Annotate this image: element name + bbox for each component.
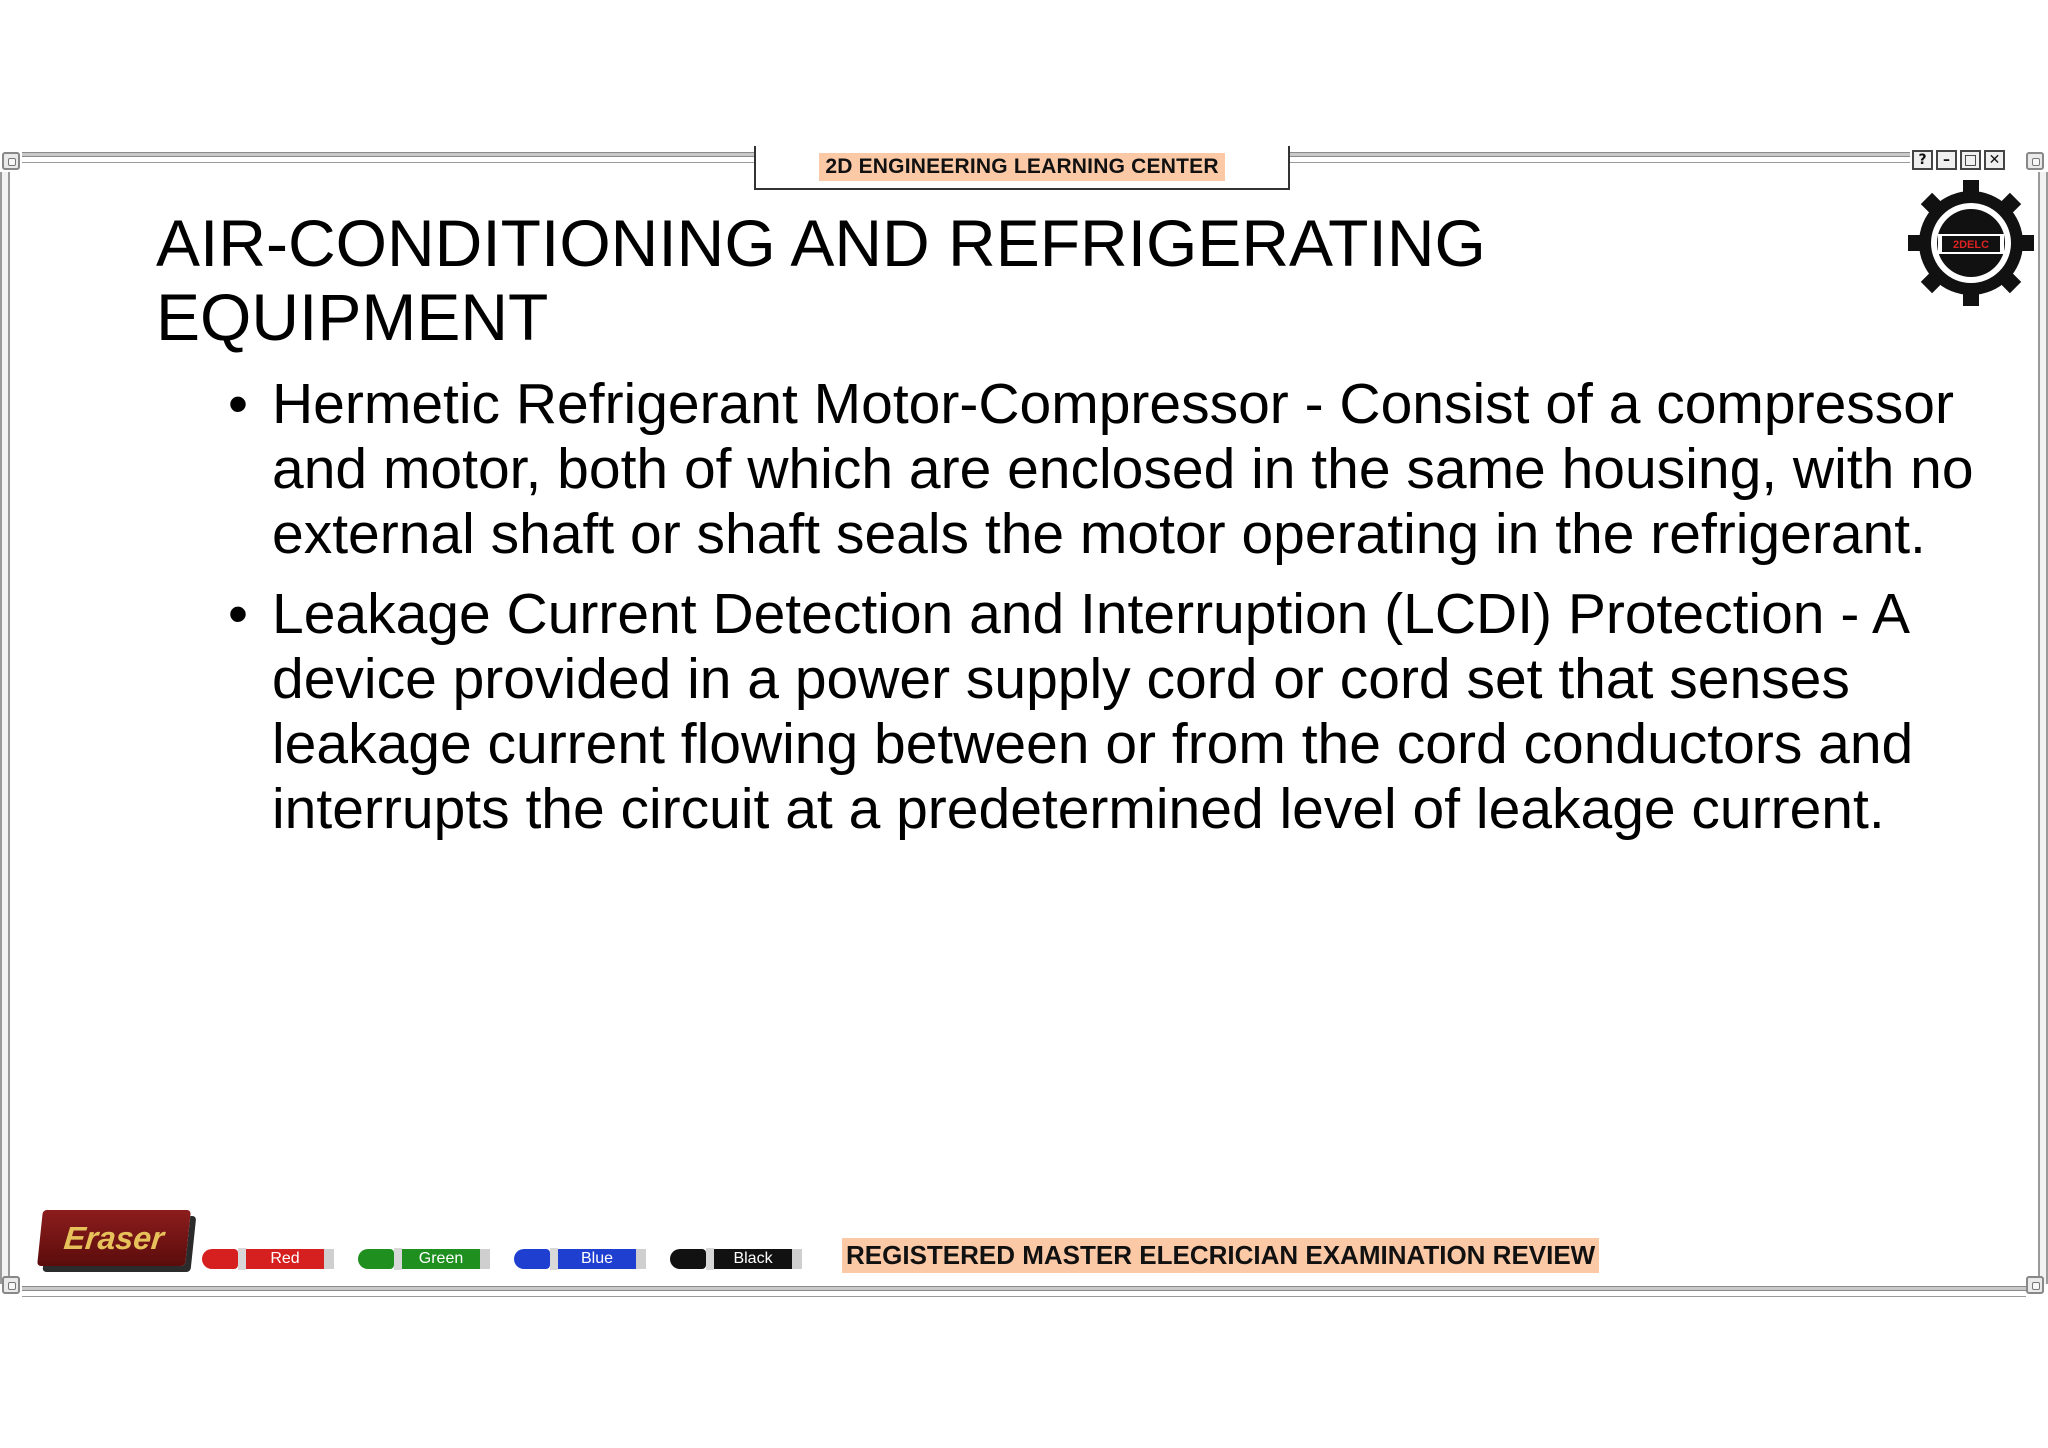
window-controls [1912,150,2005,170]
bullet-text: Hermetic Refrigerant Motor-Compressor - Consist of a compressor and motor, both of which are enclosed in the same housing, with no external shaft or shaft seals the motor operating in the refrigerant. [272,372,1974,566]
maximize-button[interactable]: □ [1960,150,1981,170]
logo-text: 2DELC [1952,239,1990,251]
bullet-symbol: • [228,582,248,646]
bottom-left-corner-handle[interactable] [2,1276,20,1294]
right-window-border [2038,172,2048,1284]
marker-cap [670,1249,706,1269]
marker-tray [0,1284,2048,1304]
slide-title-line1: AIR-CONDITIONING AND REFRIGERATING [156,206,1486,280]
blue-marker[interactable] [514,1247,646,1271]
help-button[interactable]: ? [1912,150,1933,170]
bullet-text: Leakage Current Detection and Interruption (LCDI) Protection - A device provided in a power supply cord or cord set that senses leakage current flowing between or from the cord conductors and interrupts the circuit at a predetermined level of leakage current. [272,582,1914,841]
eraser-label: Eraser [62,1219,166,1256]
window-title: 2D ENGINEERING LEARNING CENTER [819,153,1224,181]
marker-cap [514,1249,550,1269]
slide-title-line2: EQUIPMENT [156,280,549,354]
bullet-list [228,372,1988,857]
bullet-symbol: • [228,372,248,436]
top-right-corner-handle[interactable] [2026,152,2044,170]
top-left-corner-handle[interactable] [2,152,20,170]
marker-cap [358,1249,394,1269]
list-item [228,372,1988,567]
marker-label: Black [714,1249,792,1269]
marker-label: Green [402,1249,480,1269]
marker-label: Red [246,1249,324,1269]
marker-cap [202,1249,238,1269]
left-window-border [0,172,10,1284]
black-marker[interactable] [670,1247,802,1271]
eraser-button[interactable] [37,1210,191,1266]
red-marker[interactable] [202,1247,334,1271]
list-item [228,582,1988,842]
title-tab [754,146,1290,190]
bottom-right-resize-handle[interactable] [2026,1276,2044,1294]
minimize-button[interactable]: – [1936,150,1957,170]
close-button[interactable]: ✕ [1984,150,2005,170]
gear-logo-icon [1904,176,2038,310]
marker-label: Blue [558,1249,636,1269]
slide-title [156,206,1856,354]
footer-label: REGISTERED MASTER ELECRICIAN EXAMINATION REVIEW [842,1238,1599,1273]
green-marker[interactable] [358,1247,490,1271]
